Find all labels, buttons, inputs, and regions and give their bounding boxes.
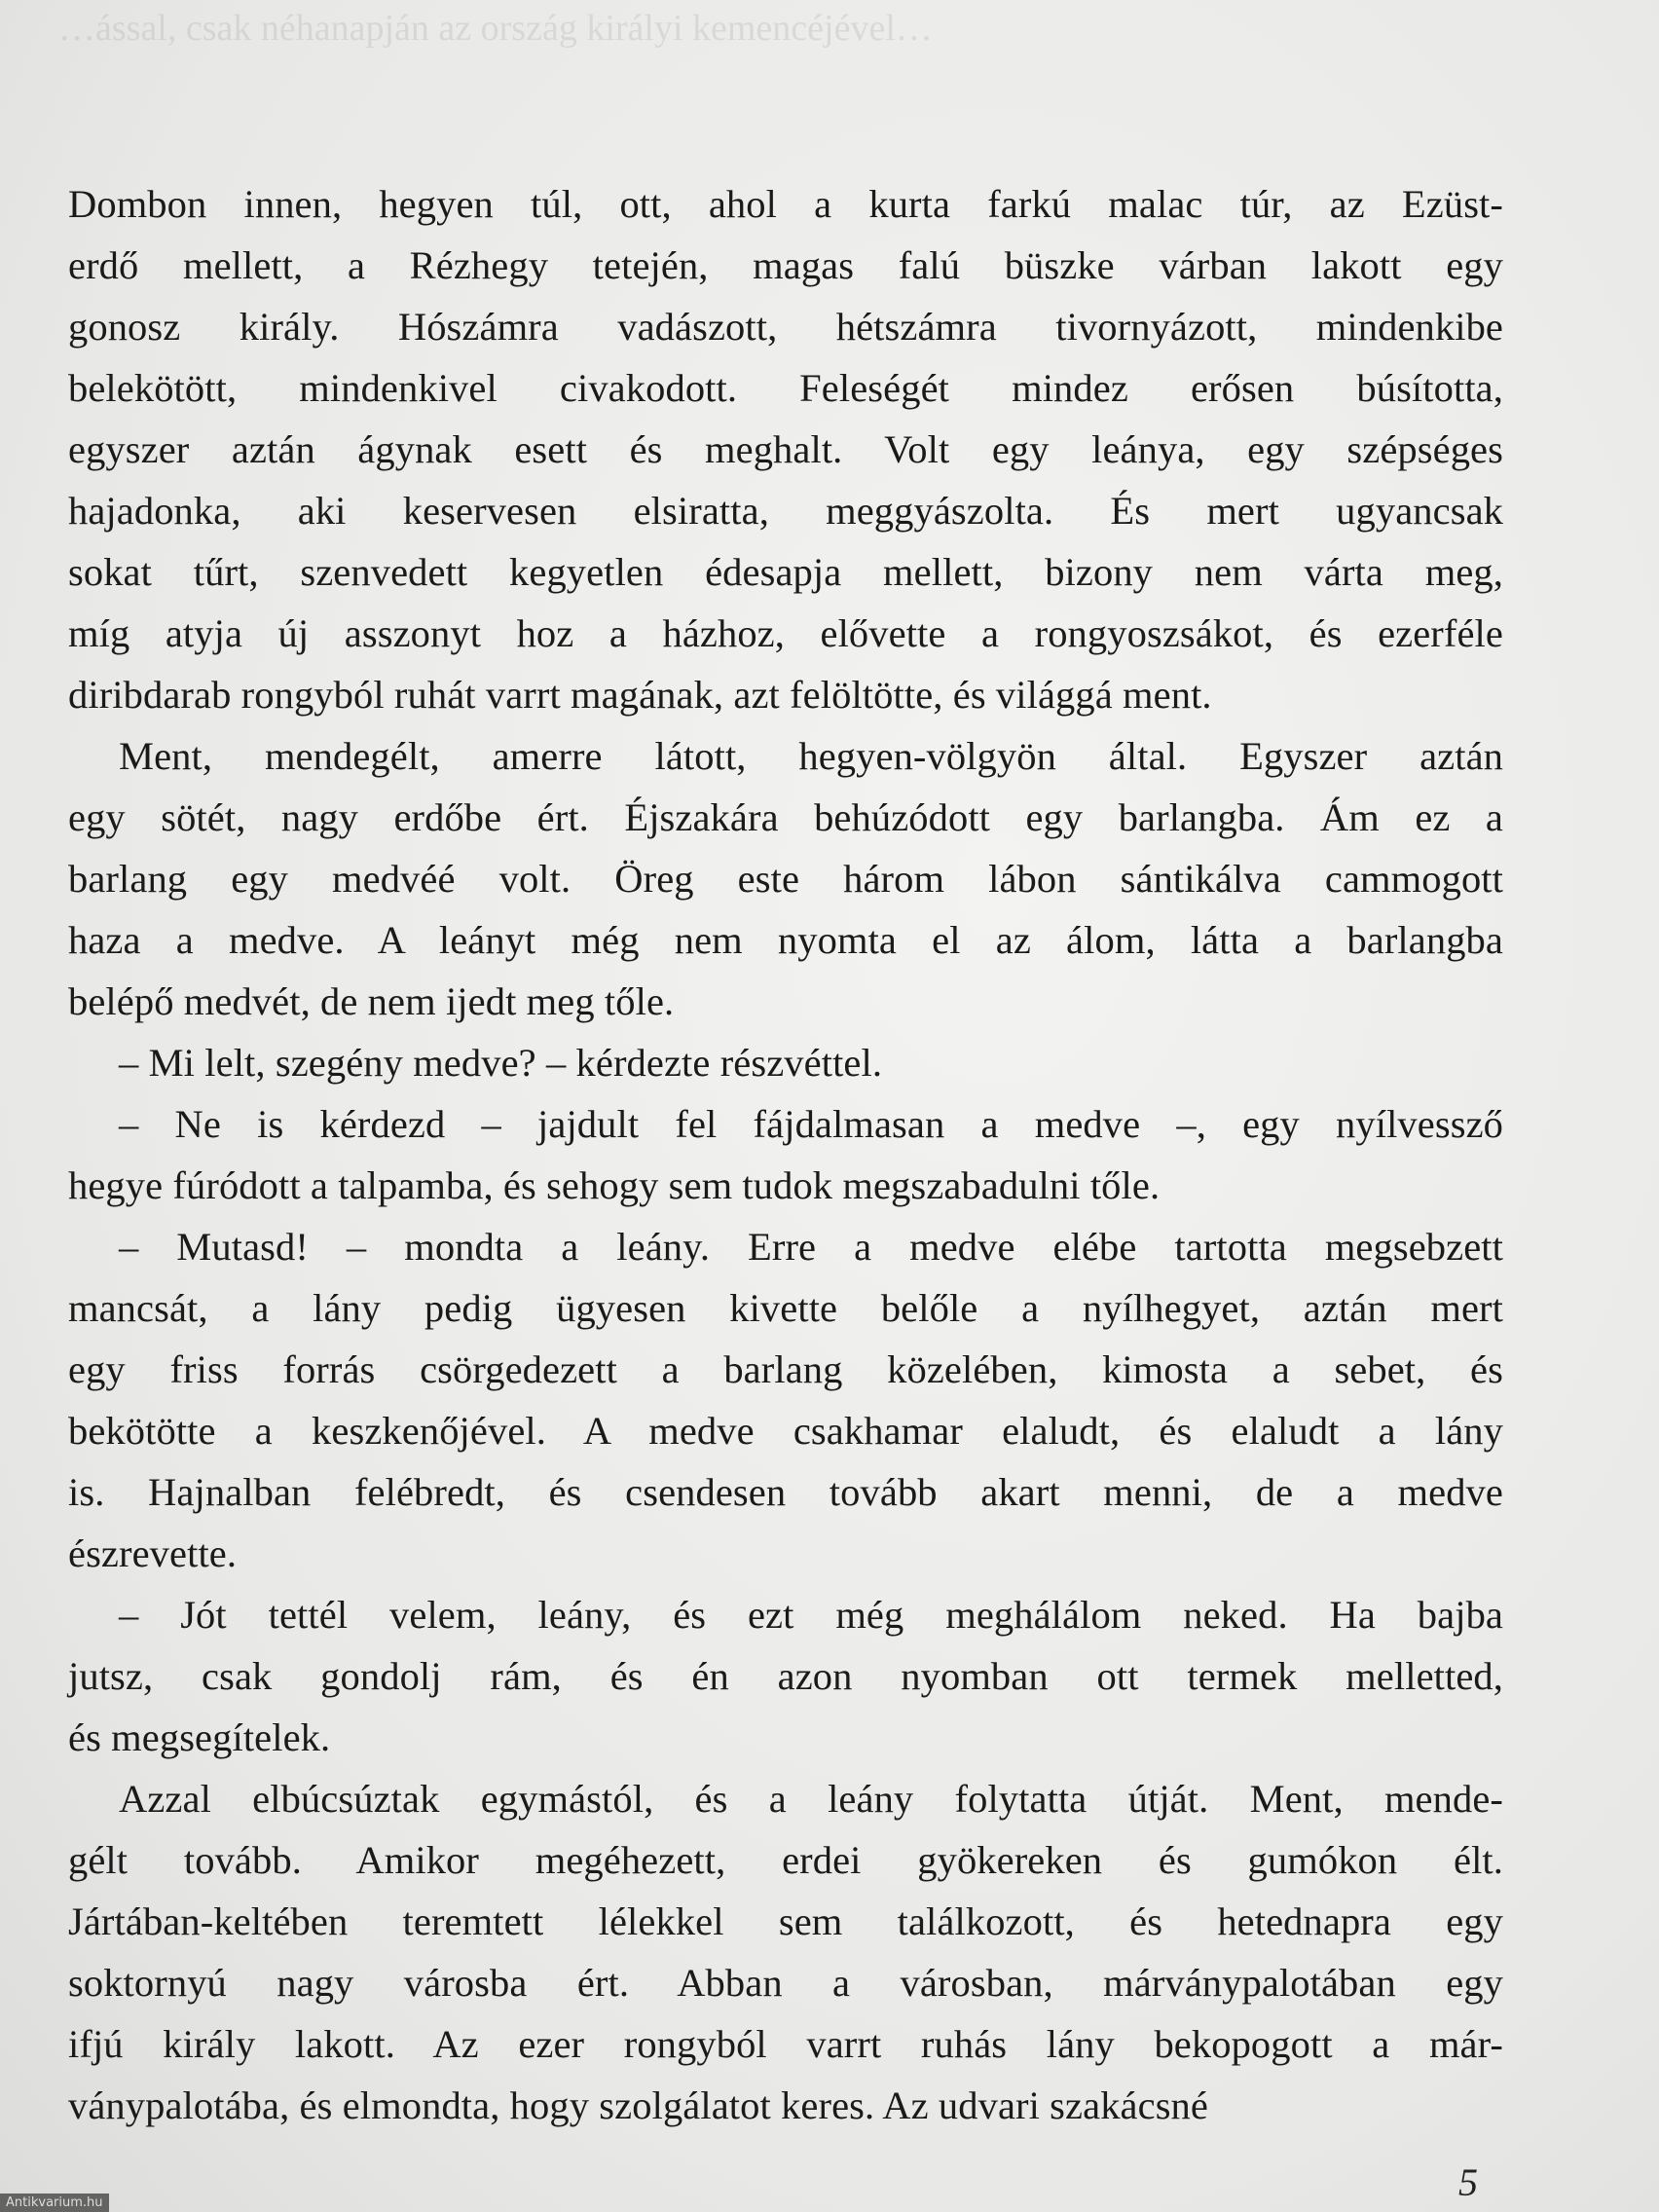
paragraph [68,1584,1503,1768]
text-line: egyszer aztán ágynak esett és meghalt. Volt egy leánya, egy szépséges [68,427,1503,471]
page-number: 5 [1458,2160,1478,2204]
bleed-through-text: …ással, csak néhanapján az ország királyi kemencéjével… [58,8,933,49]
text-line: belekötött, mindenkivel civakodott. Feleségét mindez erősen búsította, [68,366,1503,410]
text-line: ványpalotába, és elmondta, hogy szolgálatot keres. Az udvari szakácsné [68,2083,1208,2127]
paragraph [68,1093,1503,1216]
paragraph [68,1032,1503,1093]
paragraph [68,1768,1503,2136]
text-line: gélt tovább. Amikor megéhezett, erdei gyökereken és gumókon élt. [68,1838,1503,1882]
text-line: Jártában-keltében teremtett lélekkel sem találkozott, és hetednapra egy [68,1899,1503,1943]
text-line: jutsz, csak gondolj rám, és én azon nyomban ott termek melletted, [68,1654,1503,1698]
text-line: Dombon innen, hegyen túl, ott, ahol a kurta farkú malac túr, az Ezüst- [68,182,1503,226]
text-line: – Ne is kérdezd – jajdult fel fájdalmasan a medve –, egy nyílvessző [119,1102,1503,1146]
text-line: haza a medve. A leányt még nem nyomta el az álom, látta a barlangba [68,918,1503,962]
text-line: Ment, mendegélt, amerre látott, hegyen-völgyön által. Egyszer aztán [119,734,1503,778]
text-line: észrevette. [68,1531,238,1575]
text-line: egy sötét, nagy erdőbe ért. Éjszakára behúzódott egy barlangba. Ám ez a [68,795,1503,839]
text-line: is. Hajnalban felébredt, és csendesen tovább akart menni, de a medve [68,1470,1503,1514]
paragraph [68,725,1503,1032]
text-line: mancsát, a lány pedig ügyesen kivette belőle a nyílhegyet, aztán mert [68,1286,1503,1330]
text-line: – Mi lelt, szegény medve? – kérdezte részvéttel. [119,1041,883,1085]
text-line: egy friss forrás csörgedezett a barlang közelében, kimosta a sebet, és [68,1347,1503,1391]
text-line: belépő medvét, de nem ijedt meg tőle. [68,979,675,1023]
text-line: hajadonka, aki keservesen elsiratta, meggyászolta. És mert ugyancsak [68,489,1503,533]
paragraph [68,173,1503,725]
text-line: – Jót tettél velem, leány, és ezt még meghálálom neked. Ha bajba [119,1593,1503,1637]
text-line: és megsegítelek. [68,1715,331,1759]
text-line: diribdarab rongyból ruhát varrt magának, azt felöltötte, és világgá ment. [68,673,1212,717]
text-line: míg atyja új asszonyt hoz a házhoz, elővette a rongyoszsákot, és ezerféle [68,611,1503,655]
text-line: sokat tűrt, szenvedett kegyetlen édesapja mellett, bizony nem várta meg, [68,550,1503,594]
text-line: soktornyú nagy városba ért. Abban a városban, márványpalotában egy [68,1961,1503,2005]
text-line: bekötötte a keszkenőjével. A medve csakhamar elaludt, és elaludt a lány [68,1409,1503,1453]
body-text [68,173,1503,2136]
text-line: hegye fúródott a talpamba, és sehogy sem tudok megszabadulni tőle. [68,1163,1161,1207]
text-line: erdő mellett, a Rézhegy tetején, magas falú büszke várban lakott egy [68,243,1503,287]
text-line: Azzal elbúcsúztak egymástól, és a leány folytatta útját. Ment, mende- [119,1777,1503,1821]
paragraph [68,1216,1503,1584]
text-line: – Mutasd! – mondta a leány. Erre a medve elébe tartotta megsebzett [119,1225,1503,1269]
watermark: Antikvarium.hu [0,2194,109,2212]
text-line: gonosz király. Hószámra vadászott, hétszámra tivornyázott, mindenkibe [68,305,1503,349]
text-line: barlang egy medvéé volt. Öreg este három lábon sántikálva cammogott [68,857,1503,901]
text-line: ifjú király lakott. Az ezer rongyból varrt ruhás lány bekopogott a már- [68,2022,1503,2066]
